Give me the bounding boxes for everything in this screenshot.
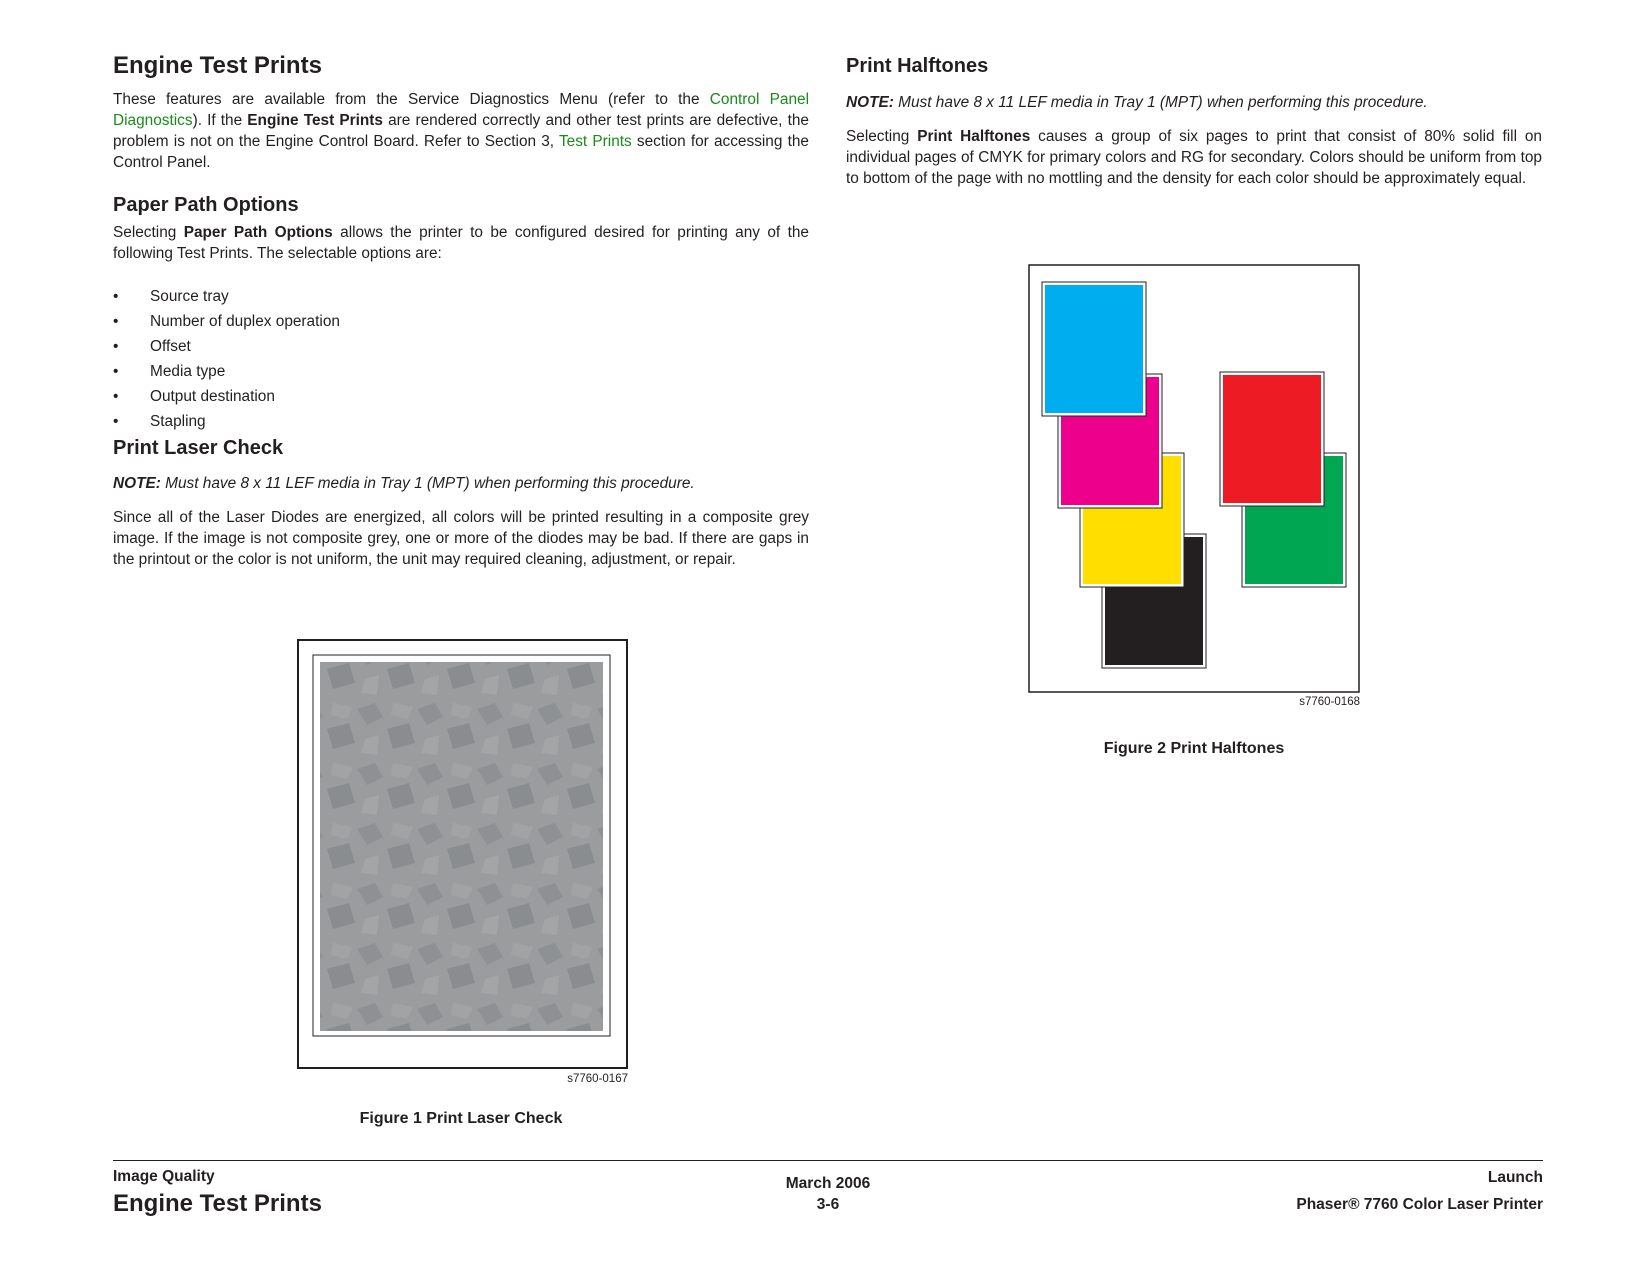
figure-2-code: s7760-0168 (1299, 696, 1360, 708)
halftones-paragraph: Selecting Print Halftones causes a group of six pages to print that consist of 80% solid fill on individual pages of CMYK for primary colors and RG for secondary. Colors should be uniform from top to bottom of the page with no mottling and the density for each color should be approximately equal. (846, 128, 1542, 187)
halftone-pages-illustration (1028, 264, 1360, 694)
grey-composite-page-illustration (297, 639, 628, 1069)
list-item: • Media type (113, 363, 226, 380)
list-item: • Stapling (113, 413, 206, 430)
footer-page-number: 3-6 (816, 1196, 840, 1213)
footer-title: Engine Test Prints (113, 1190, 322, 1217)
cyan-halftone-page (1045, 285, 1143, 413)
footer-section: Image Quality (113, 1168, 215, 1185)
figure-1-caption: Figure 1 Print Laser Check (359, 1110, 563, 1127)
halftones-heading: Print Halftones (846, 55, 989, 77)
laser-check-paragraph: Since all of the Laser Diodes are energized, all colors will be printed resulting in a composite grey image. If the image is not composite grey, one or more of the diodes may be bad. If there are gaps in the printout or the color is not uniform, the unit may required cleaning, adjustment, or repair. (113, 509, 809, 568)
footer-divider (113, 1160, 1543, 1161)
laser-check-figure (297, 639, 628, 1085)
list-item: • Number of duplex operation (113, 313, 340, 330)
list-item: • Source tray (113, 288, 229, 305)
paper-path-paragraph: Selecting Paper Path Options allows the printer to be configured desired for printing any of the following Test Prints. The selectable options are: (113, 224, 809, 262)
halftones-figure (1028, 264, 1360, 708)
paper-path-options-list (113, 284, 809, 434)
footer-status: Launch (1487, 1169, 1543, 1186)
list-item: • Output destination (113, 388, 275, 405)
figure-2-caption: Figure 2 Print Halftones (1103, 740, 1285, 757)
control-panel-diagnostics-link[interactable]: Control Panel Diagnostics (113, 91, 809, 129)
intro-paragraph: These features are available from the Service Diagnostics Menu (refer to the Control Panel Diagnostics). If the Engine Test Prints are rendered correctly and other test prints are defective, the problem is not on the Engine Control Board. Refer to Section 3, Test Prints section for accessing the Control Panel. (113, 91, 809, 171)
halftones-note: NOTE: Must have 8 x 11 LEF media in Tray 1 (MPT) when performing this procedure. (846, 94, 1428, 111)
page-heading: Engine Test Prints (113, 52, 322, 79)
footer-date: March 2006 (785, 1175, 871, 1192)
list-item: • Offset (113, 338, 191, 355)
footer-product: Phaser® 7760 Color Laser Printer (1296, 1196, 1543, 1213)
red-halftone-page (1223, 375, 1321, 503)
figure-1-code: s7760-0167 (567, 1073, 628, 1085)
laser-check-note: NOTE: Must have 8 x 11 LEF media in Tray 1 (MPT) when performing this procedure. (113, 475, 695, 492)
paper-path-heading: Paper Path Options (113, 194, 299, 216)
laser-check-heading: Print Laser Check (113, 437, 284, 459)
test-prints-link[interactable]: Test Prints (558, 133, 632, 150)
